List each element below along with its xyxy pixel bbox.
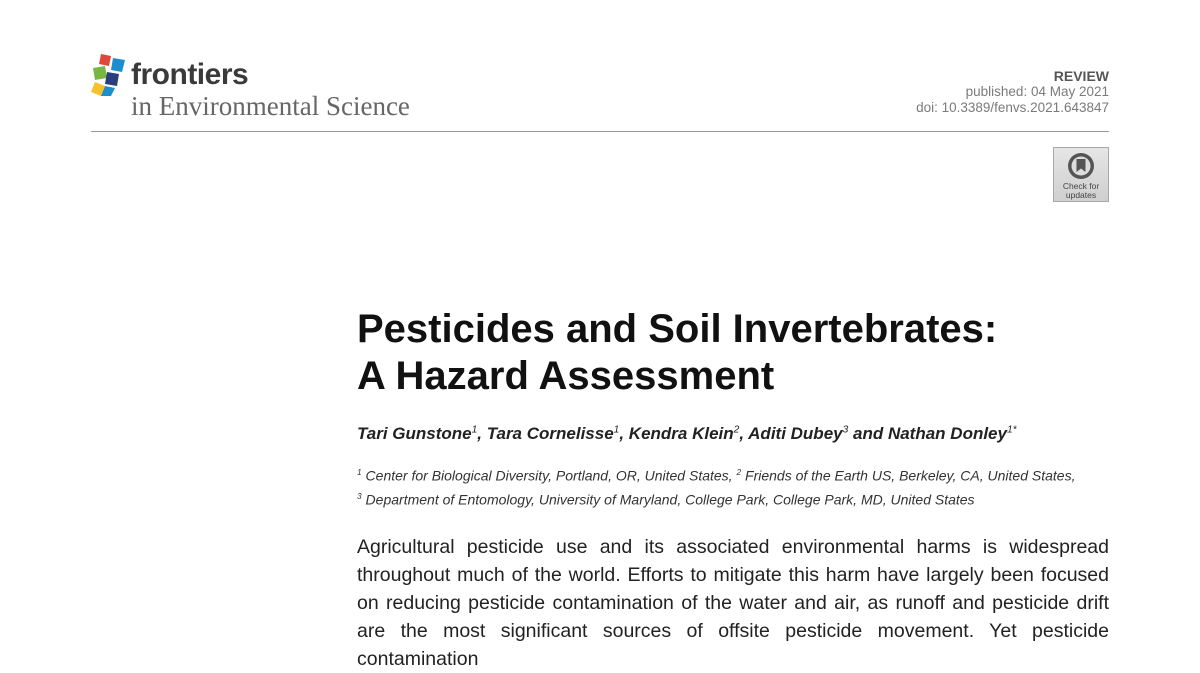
doi[interactable]: doi: 10.3389/fenvs.2021.643847 bbox=[916, 100, 1109, 115]
author-name[interactable]: Tari Gunstone bbox=[357, 424, 472, 443]
article-title bbox=[357, 306, 1117, 400]
bookmark-icon bbox=[1066, 151, 1096, 181]
journal-header bbox=[91, 50, 1109, 132]
author-name[interactable]: Kendra Klein bbox=[628, 424, 734, 443]
title-line-1: Pesticides and Soil Invertebrates: bbox=[357, 307, 998, 351]
article-meta bbox=[916, 68, 1109, 116]
affiliation-3: Department of Entomology, University of Maryland, College Park, College Park, MD, United States bbox=[361, 491, 975, 508]
check-for-updates-button[interactable] bbox=[1053, 147, 1109, 202]
journal-name: in Environmental Science bbox=[131, 91, 410, 121]
author-list: Tari Gunstone$^1$, Tara Cornelisse$^1$, Kendra Klein$^2$, Aditi Dubey$^3$ and Nathan Donley$^{1*}$ bbox=[357, 424, 1017, 443]
article-type: REVIEW bbox=[1053, 68, 1109, 84]
author-name[interactable]: Aditi Dubey bbox=[748, 424, 843, 443]
author-name[interactable]: Tara Cornelisse bbox=[486, 424, 614, 443]
affiliation-2: Friends of the Earth US, Berkeley, CA, United States, bbox=[741, 467, 1076, 484]
author-name[interactable]: Nathan Donley bbox=[887, 424, 1007, 443]
published-date: published: 04 May 2021 bbox=[965, 84, 1109, 99]
abstract-text: Agricultural pesticide use and its associated environmental harms is widespread throughout much of the world. Efforts to mitigate this harm have largely been focused on reducing pesticide contamination of the water and air, as runoff and pesticide drift are the most significant sources of offsite pesticide movement. Yet pesticide contamination bbox=[357, 536, 1109, 670]
title-line-2: A Hazard Assessment bbox=[357, 354, 775, 398]
frontiers-logo-icon bbox=[91, 52, 129, 98]
affiliations: $^1$ Center for Biological Diversity, Portland, OR, United States, $^2$ Friends of the Earth US, Berkeley, CA, United States, $^3$ Department of Entomology, University of Maryland, College Park, College Park, MD, United States bbox=[357, 467, 1076, 508]
affiliation-1: Center for Biological Diversity, Portland, OR, United States, bbox=[361, 467, 737, 484]
brand-name: frontiers bbox=[131, 58, 249, 91]
badge-label: Check for updates bbox=[1062, 181, 1100, 200]
